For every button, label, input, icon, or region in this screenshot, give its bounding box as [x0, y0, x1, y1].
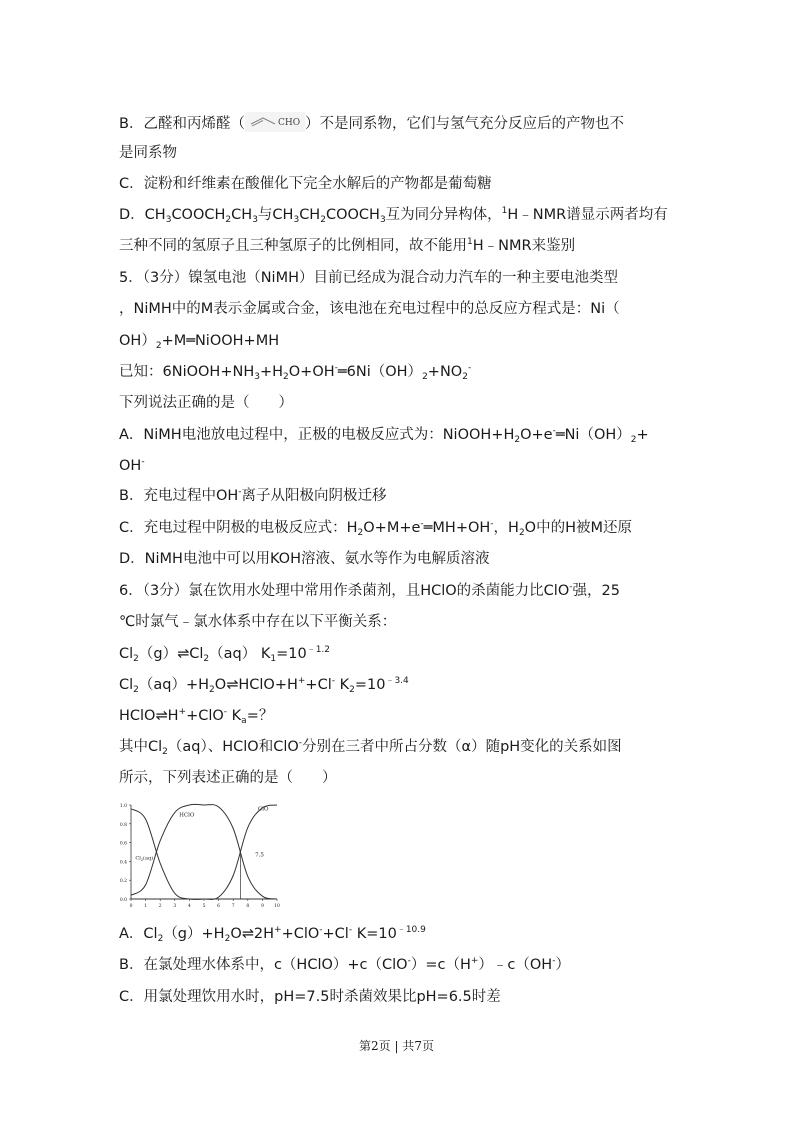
text: （aq）、HClO和ClO	[167, 739, 299, 755]
text: +ClO	[186, 708, 224, 724]
sub: 3	[293, 215, 300, 225]
sup: -	[552, 426, 556, 436]
text: 所示，下列表述正确的是（ ）	[119, 770, 337, 786]
question-5-line-1	[119, 268, 618, 288]
text: ，NiMH中的M表示金属或合金，该电池在充电过程中的总反应方程式是：Ni（	[119, 301, 620, 317]
text: +	[636, 427, 649, 443]
text: CH	[299, 207, 321, 223]
sub: 2	[349, 685, 355, 695]
q6-option-a	[119, 924, 426, 944]
sub: 2	[133, 654, 139, 664]
sup: -	[141, 457, 145, 467]
text: A．Cl	[119, 926, 158, 942]
label-cl2aq-sub: 2	[140, 858, 144, 863]
text: ）	[555, 957, 570, 973]
text: O+M+e	[363, 520, 421, 536]
sup: -	[490, 519, 494, 529]
y-tick-label: 0.8	[119, 822, 127, 828]
text: K	[227, 708, 242, 724]
text: 分别在三者中所占分数（α）随pH变化的关系如图	[302, 739, 622, 755]
text: K	[334, 677, 350, 693]
question-5-known	[119, 362, 471, 382]
sub: 2	[157, 934, 164, 944]
text: 离子从阳极向阴极迁移	[241, 488, 387, 504]
q5-option-a-line-1	[119, 425, 649, 445]
page-footer: 第2页 | 共7页	[359, 1039, 434, 1053]
question-5-prompt	[119, 393, 293, 413]
text: 三种不同的氢原子且三种氢原子的比例相同，故不能用	[119, 238, 467, 254]
sub: 2	[630, 435, 637, 445]
sup: 1	[501, 206, 508, 216]
text: 与CH	[257, 207, 294, 223]
equilibrium-1	[119, 644, 330, 664]
sup: -	[467, 363, 472, 373]
text: （g）+H	[163, 926, 225, 942]
sup: +	[297, 676, 306, 686]
x-tick-label: 7	[231, 904, 235, 909]
question-6-line-1	[119, 581, 620, 601]
text: 已知：6NiOOH+NH	[119, 364, 255, 380]
sup: -	[298, 738, 303, 748]
text: +NO	[427, 364, 463, 380]
text: Cl	[119, 677, 134, 693]
option-c-starch	[119, 174, 492, 194]
text: （g）⇌Cl	[138, 646, 204, 662]
text: COOCH	[171, 207, 226, 223]
sub: 2	[283, 372, 289, 382]
sup: +	[470, 956, 479, 966]
sup: -	[420, 519, 424, 529]
sub: 2	[133, 685, 139, 695]
sub: 2	[209, 685, 215, 695]
option-d-line-2	[119, 236, 575, 256]
sub: 2	[224, 934, 231, 944]
text: （aq）+H	[138, 677, 210, 693]
x-tick-label: 5	[202, 904, 206, 909]
y-tick-label: 1.0	[119, 804, 127, 809]
q5-option-b	[119, 486, 387, 506]
sup: ﹣10.9	[396, 925, 426, 935]
sub: 2	[162, 747, 168, 757]
sup: -	[319, 925, 323, 935]
text: C．用氯处理饮用水时，pH=7.5时杀菌效果比pH=6.5时差	[119, 989, 501, 1005]
text: ）不是同系物，它们与氢气充分反应后的产物也不	[304, 116, 624, 132]
sub: 3	[252, 215, 258, 225]
option-b-line-2	[119, 143, 177, 163]
option-b-line-1	[119, 112, 624, 134]
text: ═6Ni（OH）	[337, 364, 423, 380]
structure-cho-label: CHO	[277, 118, 301, 128]
text: +Cl	[322, 926, 349, 942]
text: O中的H被M还原	[524, 520, 632, 536]
sub: 2	[518, 528, 525, 538]
sub: 1	[270, 654, 277, 664]
text: OH）	[119, 333, 156, 349]
text: COOCH	[325, 207, 380, 223]
sup: +	[178, 707, 187, 717]
text: （aq） K	[209, 646, 271, 662]
sup: -	[238, 487, 242, 497]
text: ，H	[493, 520, 519, 536]
equilibrium-2	[119, 675, 409, 695]
text: C．淀粉和纤维素在酸催化下完全水解后的产物都是葡萄糖	[119, 176, 492, 192]
q5-option-c	[119, 518, 632, 538]
text: A．NiMH电池放电过程中，正极的电极反应式为：NiOOH+H	[119, 427, 515, 443]
text: 互为同分异构体，	[385, 207, 502, 223]
text: K=10	[352, 926, 397, 942]
text: OH	[119, 458, 142, 474]
text: =？	[246, 708, 274, 724]
sub: 3	[165, 215, 172, 225]
sup: ﹣3.4	[385, 676, 409, 686]
text: 其中Cl	[119, 739, 163, 755]
equilibrium-3	[119, 706, 273, 726]
text: 是同系物	[119, 145, 177, 161]
sub: 2	[462, 372, 468, 382]
text: Cl	[119, 646, 134, 662]
sup: -	[407, 956, 411, 966]
label-clo: ClO	[258, 806, 269, 813]
text: CH	[231, 207, 253, 223]
sub: 2	[203, 654, 210, 664]
sup: 1	[467, 237, 473, 247]
label-hclo: HClO	[179, 812, 195, 819]
text: 强，25	[572, 583, 620, 599]
x-tick-label: 8	[246, 904, 250, 909]
text: H﹣NMR来鉴别	[472, 238, 576, 254]
sup: -	[348, 925, 353, 935]
sub: 2	[514, 435, 521, 445]
text: O⇌2H	[230, 926, 275, 942]
acrolein-structure-image	[245, 112, 305, 132]
question-5-line-2	[119, 299, 620, 319]
sub: 2	[357, 528, 364, 538]
sup: -	[223, 707, 228, 717]
sub: 2	[225, 215, 232, 225]
sup: -	[331, 676, 335, 686]
sup: ﹣1.2	[306, 645, 331, 655]
text: +ClO	[281, 926, 320, 942]
text: O+e	[520, 427, 553, 443]
text: 5．（3分）镍氢电池（NiMH）目前已经成为混合动力汽车的一种主要电池类型	[119, 270, 618, 286]
text: ═MH+OH	[423, 520, 491, 536]
sub: 2	[422, 372, 428, 382]
text: B．在氯处理水体系中，c（HClO）+c（ClO	[119, 957, 408, 973]
x-tick-label: 3	[173, 904, 177, 909]
x-tick-label: 4	[187, 904, 191, 909]
x-tick-label: 10	[274, 904, 280, 909]
question-6-line-4	[119, 768, 337, 788]
q5-option-a-line-2	[119, 456, 145, 476]
text: B．充电过程中OH	[119, 488, 239, 504]
q5-option-d	[119, 549, 490, 569]
text: +M═NiOOH+MH	[161, 333, 280, 349]
text: O+OH	[288, 364, 335, 380]
text: D．NiMH电池中可以用KOH溶液、氨水等作为电解质溶液	[119, 551, 490, 567]
y-tick-label: 0.2	[119, 879, 127, 885]
sup: -	[569, 582, 573, 592]
sup: -	[552, 956, 556, 966]
sub: a	[241, 716, 247, 726]
question-6-line-3	[119, 737, 622, 757]
text: ═Ni（OH）	[555, 427, 631, 443]
q6-option-b	[119, 955, 570, 975]
text: =10	[354, 677, 386, 693]
speciation-chart	[117, 799, 287, 911]
sup: -	[334, 363, 338, 373]
y-tick-label: 0.4	[119, 860, 127, 866]
x-tick-label: 1	[144, 904, 148, 909]
text: +H	[259, 364, 284, 380]
label-cl2aq-rest: (aq)	[143, 855, 154, 862]
question-5-line-3	[119, 331, 279, 351]
label-marker: 7.5	[255, 852, 264, 859]
y-tick-label: 0.0	[119, 898, 127, 903]
text: 6．（3分）氯在饮用水处理中常用作杀菌剂，且HClO的杀菌能力比ClO	[119, 583, 570, 599]
text: 下列说法正确的是（ ）	[119, 395, 293, 411]
text: +Cl	[305, 677, 332, 693]
text: ）﹣c（OH	[478, 957, 553, 973]
sub: 2	[155, 341, 162, 351]
x-tick-label: 0	[129, 904, 133, 909]
y-tick-label: 0.6	[119, 841, 127, 847]
text: =10	[276, 646, 307, 662]
sub: 3	[379, 215, 386, 225]
sub: 3	[254, 372, 260, 382]
text: ）=c（H	[410, 957, 471, 973]
text: O⇌HClO+H	[214, 677, 298, 693]
text: HClO⇌H	[119, 708, 179, 724]
question-6-line-2	[119, 612, 396, 632]
sup: +	[274, 925, 282, 935]
sub: 2	[320, 215, 326, 225]
text: H﹣NMR谱显示两者均有	[507, 207, 668, 223]
q6-option-c	[119, 987, 501, 1007]
text: ℃时氯气﹣氯水体系中存在以下平衡关系：	[119, 614, 397, 630]
label-cl2aq: $Cl_2(aq)$	[135, 855, 154, 863]
text: B．乙醛和丙烯醛（	[119, 116, 245, 132]
text: C．充电过程中阴极的电极反应式：H	[119, 520, 358, 536]
option-d-line-1	[119, 205, 668, 225]
x-tick-label: 2	[158, 904, 162, 909]
x-tick-label: 9	[260, 904, 264, 909]
x-tick-label: 6	[217, 904, 221, 909]
text: D．CH	[119, 207, 166, 223]
